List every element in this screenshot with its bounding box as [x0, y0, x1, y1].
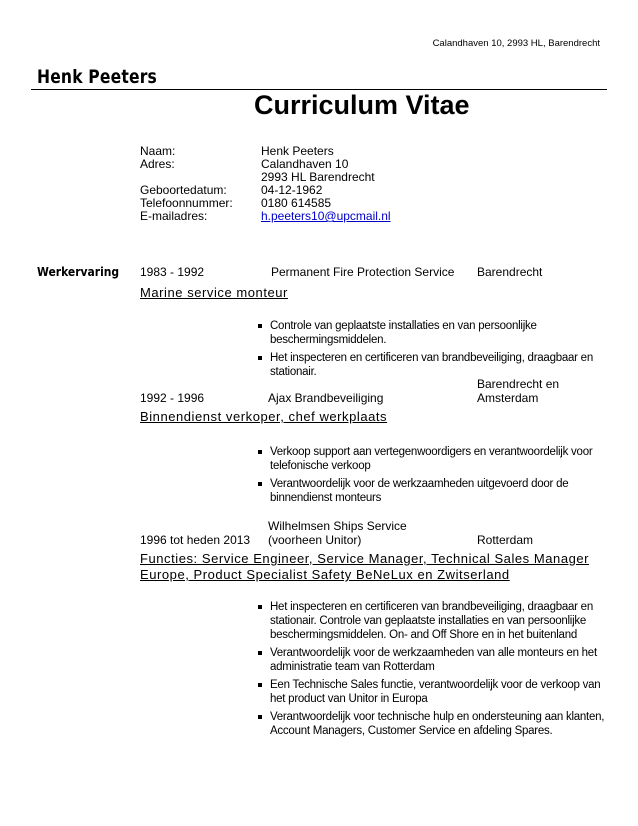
adres-line2: 2993 HL Barendrecht: [261, 170, 375, 184]
job2-bullet: Verkoop support aan vertegenwoordigers en verantwoordelijk voor telefonische verkoop: [256, 445, 601, 473]
job1-location: Barendrecht: [477, 265, 543, 279]
job1-bullet-list: [256, 319, 596, 383]
job1-period: 1983 - 1992: [140, 265, 205, 279]
document-title: Curriculum Vitae: [254, 90, 470, 120]
email-label: E-mailadres:: [140, 209, 208, 223]
job3-company-line2: (voorheen Unitor): [268, 533, 362, 547]
job3-location: Rotterdam: [477, 533, 534, 547]
telefoon-value: 0180 614585: [261, 196, 332, 210]
adres-line1: Calandhaven 10: [261, 157, 349, 171]
job3-bullet: Verantwoordelijk voor technische hulp en ondersteuning aan klanten, Account Managers, Customer Service en afdeling Spares.: [256, 710, 608, 738]
email-link[interactable]: h.peeters10@upcmail.nl: [261, 209, 391, 223]
job1-company: Permanent Fire Protection Service: [271, 265, 455, 279]
job2-bullet-list: [256, 445, 601, 509]
section-label-werkervaring: Werkervaring: [37, 264, 120, 279]
job3-period: 1996 tot heden 2013: [140, 533, 251, 547]
header-name: Henk Peeters: [37, 66, 157, 88]
job3-bullet: Een Technische Sales functie, verantwoordelijk voor de verkoop van het product van Unitor in Europa: [256, 678, 608, 706]
job3-bullet: Verantwoordelijk voor de werkzaamheden van alle monteurs en het administratie team van Rotterdam: [256, 646, 608, 674]
job2-bullet: Verantwoordelijk voor de werkzaamheden uitgevoerd door de binnendienst monteurs: [256, 477, 601, 505]
job2-role: Binnendienst verkoper, chef werkplaats: [140, 409, 388, 424]
geboortedatum-label: Geboortedatum:: [140, 183, 227, 197]
naam-value: Henk Peeters: [261, 144, 334, 158]
job3-bullet: Het inspecteren en certificeren van brandbeveiliging, draagbaar en stationair. Controle van geplaatste installaties en van persoonlijke beschermingsmiddelen. On- and Off Shore en in het buitenland: [256, 600, 608, 642]
header-address: Calandhaven 10, 2993 HL, Barendrecht: [432, 38, 600, 49]
naam-label: Naam:: [140, 144, 176, 158]
telefoon-label: Telefoonnummer:: [140, 196, 233, 210]
job3-role-line2: Europe, Product Specialist Safety BeNeLux en Zwitserland: [140, 567, 510, 582]
adres-label: Adres:: [140, 157, 175, 171]
job3-role-line1: Functies: Service Engineer, Service Manager, Technical Sales Manager: [140, 551, 590, 566]
job1-bullet: Controle van geplaatste installaties en van persoonlijke beschermingsmiddelen.: [256, 319, 596, 347]
job1-role: Marine service monteur: [140, 285, 288, 300]
job1-bullet: Het inspecteren en certificeren van brandbeveiliging, draagbaar en stationair.: [256, 351, 596, 379]
job2-location-line1: Barendrecht en: [477, 377, 560, 391]
job2-period: 1992 - 1996: [140, 391, 205, 405]
job3-company-line1: Wilhelmsen Ships Service: [268, 519, 407, 533]
job3-bullet-list: [256, 600, 608, 742]
job2-company: Ajax Brandbeveiliging: [268, 391, 384, 405]
job2-location-line2: Amsterdam: [477, 391, 539, 405]
geboortedatum-value: 04-12-1962: [261, 183, 323, 197]
